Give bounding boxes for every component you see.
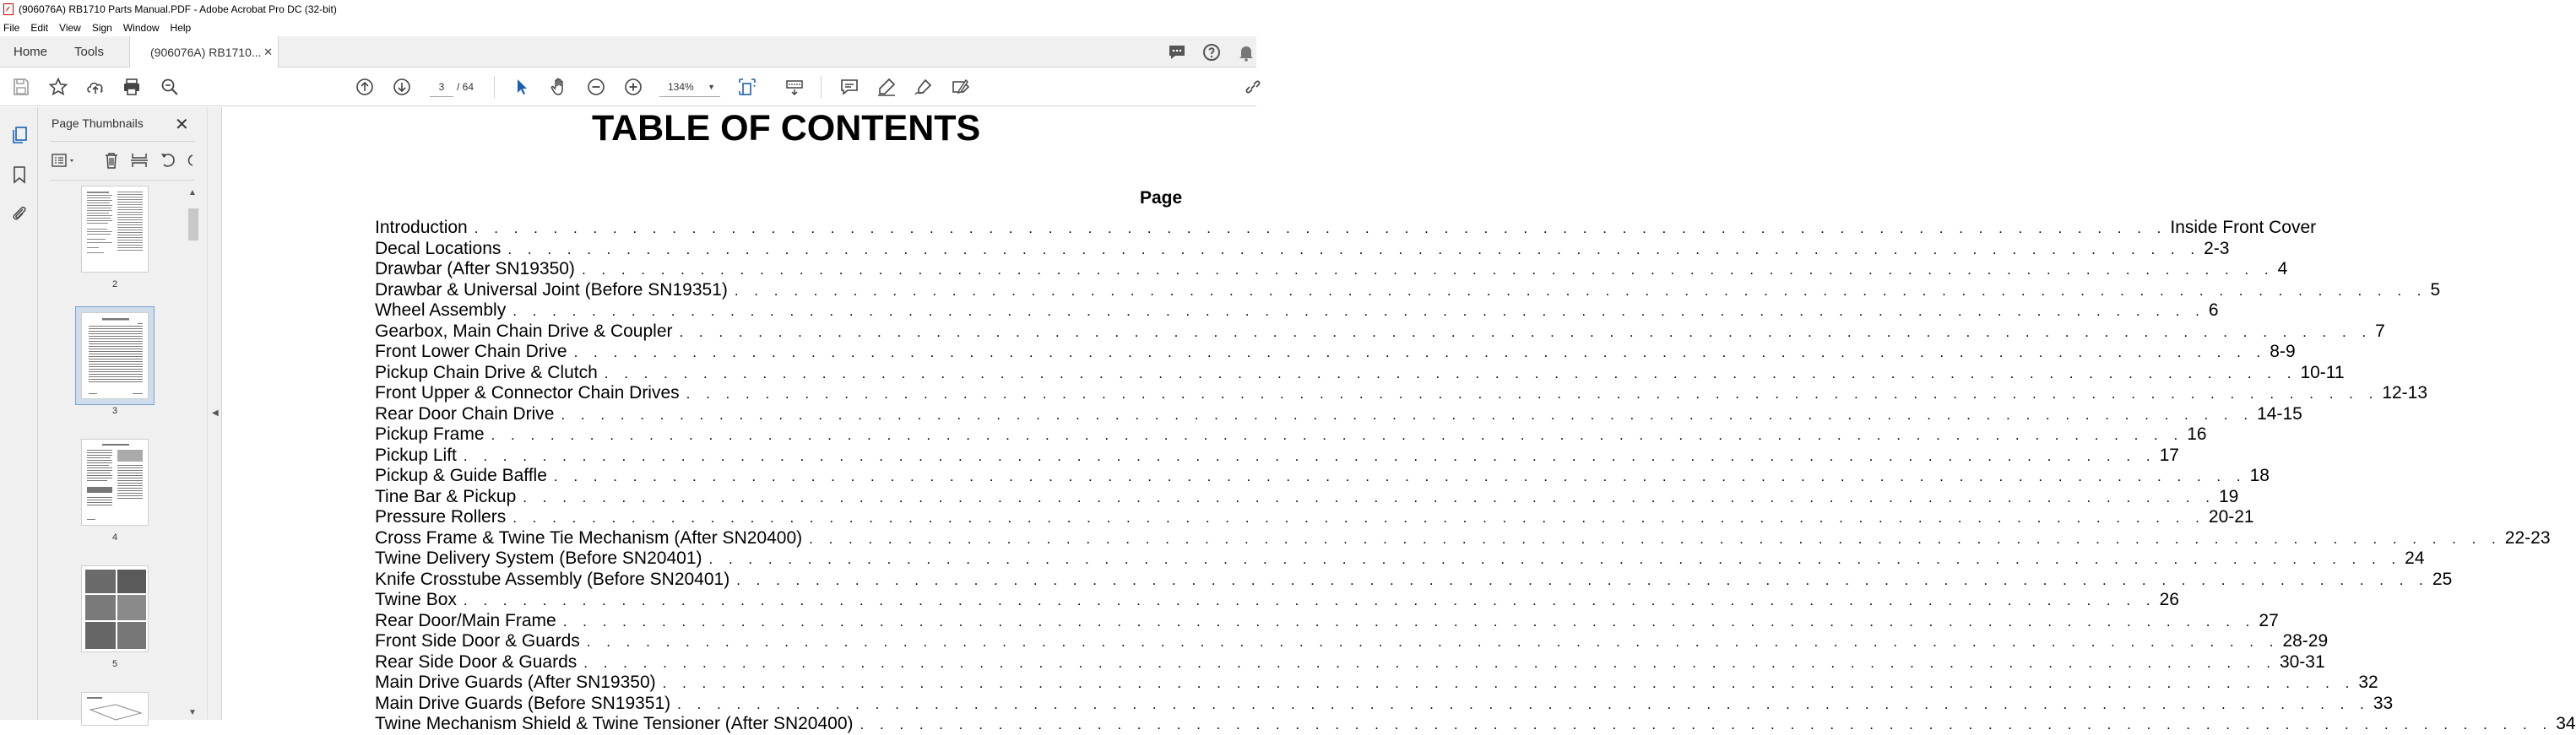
page-number-input[interactable]: 3 <box>430 77 453 97</box>
toc-entry[interactable] <box>375 714 2576 735</box>
toc-entry-title: Pickup Chain Drive & Clutch <box>375 362 598 382</box>
page-thumbnails-panel <box>38 107 207 720</box>
toolbar-divider <box>494 76 495 98</box>
menu-file[interactable]: File <box>3 21 20 34</box>
main-toolbar <box>0 68 1256 106</box>
toc-entry[interactable] <box>375 321 2385 343</box>
toc-entry-page: Inside Front Cover <box>2170 218 2317 237</box>
page-thumbnails-icon[interactable] <box>9 125 30 145</box>
toc-dot-leader <box>860 716 2553 733</box>
upload-cloud-icon[interactable] <box>85 77 106 97</box>
toc-entry-title: Front Lower Chain Drive <box>375 342 567 361</box>
toc-entry[interactable] <box>375 651 2325 673</box>
toc-entry-page: 27 <box>2259 610 2279 630</box>
toc-entry-title: Drawbar & Universal Joint (Before SN19351) <box>375 279 728 300</box>
page-thumbnail[interactable] <box>81 565 149 652</box>
tab-document[interactable] <box>129 36 279 68</box>
toc-dot-leader <box>507 241 2200 258</box>
toc-entry-page: 10-11 <box>2300 362 2345 382</box>
thumbnail-page-label: 4 <box>111 532 118 543</box>
edit-tag-icon[interactable] <box>951 77 971 97</box>
toc-dot-leader <box>563 613 2256 630</box>
toc-entry-title: Decal Locations <box>375 238 502 258</box>
panel-title: Page Thumbnails <box>52 116 144 130</box>
toc-dot-leader <box>574 344 2267 361</box>
fit-page-icon[interactable] <box>737 77 757 97</box>
toc-entry-title: Front Side Door & Guards <box>375 631 580 651</box>
menu-bar <box>0 19 1256 36</box>
page-thumbnail-selected[interactable] <box>81 312 149 399</box>
toc-entry[interactable] <box>375 403 2302 425</box>
toc-dot-leader <box>736 572 2429 589</box>
toc-entry-page: 33 <box>2373 693 2394 713</box>
thumbnail-page-label: 5 <box>111 659 118 669</box>
toc-entry-page: 4 <box>2277 259 2288 278</box>
toc-entry-title: Rear Door Chain Drive <box>375 403 555 424</box>
page-thumbnail[interactable] <box>81 186 149 273</box>
toc-entry-title: Rear Side Door & Guards <box>375 651 578 672</box>
toc-entry-page: 20-21 <box>2208 507 2254 527</box>
divider <box>50 180 195 181</box>
toc-dot-leader <box>561 407 2253 424</box>
zoom-level-select[interactable] <box>659 77 720 97</box>
toc-entry-title: Pickup Frame <box>375 424 485 444</box>
table-of-contents <box>375 218 2576 735</box>
toc-entry-title: Drawbar (After SN19350) <box>375 259 575 278</box>
toc-dot-leader <box>809 531 2502 548</box>
toc-entry[interactable] <box>375 527 2551 549</box>
toc-entry[interactable] <box>375 218 2317 239</box>
toc-dot-leader <box>523 489 2215 506</box>
toc-entry-page: 34 <box>2556 714 2576 733</box>
menu-edit[interactable]: Edit <box>30 21 49 34</box>
scrollbar-thumb[interactable] <box>188 208 198 240</box>
toc-dot-leader <box>583 655 2276 672</box>
toc-entry-title: Pressure Rollers <box>375 507 507 527</box>
notification-bell-icon[interactable] <box>1236 42 1256 62</box>
page-preview <box>82 693 149 727</box>
toc-entry[interactable] <box>375 342 2296 363</box>
toc-entry-page: 26 <box>2159 590 2179 609</box>
zoom-search-icon[interactable] <box>160 77 180 97</box>
toc-entry-title: Tine Bar & Pickup <box>375 486 517 506</box>
tab-bar <box>0 36 1256 68</box>
toc-entry-page: 6 <box>2208 300 2219 320</box>
toc-entry[interactable] <box>375 362 2345 384</box>
page-thumbnail[interactable] <box>81 439 149 526</box>
toc-entry[interactable] <box>375 590 2179 611</box>
toc-entry[interactable] <box>375 383 2428 404</box>
collapse-panel-icon[interactable]: ◀ <box>212 408 219 418</box>
extract-pages-icon[interactable] <box>130 151 149 170</box>
thumbnail-page-label: 2 <box>111 279 118 289</box>
toc-entry-title: Twine Delivery System (Before SN20401) <box>375 549 702 568</box>
toc-entry-page: 8-9 <box>2270 342 2296 361</box>
toc-dot-leader <box>475 220 2167 237</box>
title-bar <box>0 0 1256 19</box>
toc-dot-leader <box>587 634 2280 651</box>
toc-entry[interactable] <box>375 673 2378 694</box>
page-preview <box>82 186 149 273</box>
toc-dot-leader <box>735 283 2427 300</box>
chevron-down-icon: ▼ <box>708 83 715 91</box>
toc-entry-page: 22-23 <box>2504 527 2551 548</box>
toc-dot-leader <box>686 386 2379 403</box>
toc-entry-page: 19 <box>2218 486 2239 506</box>
toc-entry-page: 16 <box>2187 424 2207 444</box>
delete-pages-icon[interactable] <box>102 151 121 170</box>
thumbnail-page-label: 3 <box>111 406 118 416</box>
toc-dot-leader <box>464 592 2156 609</box>
help-icon[interactable] <box>1201 42 1222 62</box>
toc-dot-leader <box>663 675 2356 692</box>
header-right-icons <box>1167 42 1256 62</box>
toc-entry-title: Knife Crosstube Assembly (Before SN20401) <box>375 569 730 589</box>
toc-entry[interactable] <box>375 631 2329 652</box>
toc-entry-title: Rear Door/Main Frame <box>375 610 556 630</box>
toc-entry-title: Twine Mechanism Shield & Twine Tensioner (After SN20400) <box>375 714 854 733</box>
toc-entry-title: Pickup & Guide Baffle <box>375 466 547 485</box>
next-page-icon[interactable] <box>392 77 412 97</box>
toc-entry-title: Introduction <box>375 218 468 237</box>
menu-window[interactable]: Window <box>122 21 160 34</box>
toc-entry-title: Main Drive Guards (Before SN19351) <box>375 693 671 713</box>
toc-entry-page: 17 <box>2159 445 2179 465</box>
highlight-pen-icon[interactable] <box>876 77 897 97</box>
page-column-header: Page <box>1140 188 1183 208</box>
page-total: / 64 <box>457 81 475 93</box>
menu-view[interactable]: View <box>59 21 81 34</box>
toc-entry-page: 14-15 <box>2257 403 2302 424</box>
hand-tool-icon[interactable] <box>549 77 569 97</box>
toc-entry[interactable] <box>375 445 2179 467</box>
toc-dot-leader <box>680 324 2373 341</box>
toc-entry[interactable] <box>375 300 2219 322</box>
menu-help[interactable]: Help <box>170 21 192 34</box>
window-title: (906076A) RB1710 Parts Manual.PDF - Adobe Acrobat Pro DC (32-bit) <box>19 3 337 15</box>
toc-entry[interactable] <box>375 424 2207 446</box>
bookmarks-icon[interactable] <box>9 165 30 185</box>
page-preview <box>82 440 149 527</box>
toolbar-divider <box>821 76 822 98</box>
thumbnail-options-icon[interactable] <box>52 151 79 170</box>
toc-entry-page: 25 <box>2432 569 2453 589</box>
toc-entry-title: Pickup Lift <box>375 445 457 465</box>
toc-entry[interactable] <box>375 279 2441 301</box>
document-heading: TABLE OF CONTENTS <box>592 108 981 149</box>
document-view[interactable] <box>222 107 2576 733</box>
toc-entry-title: Twine Box <box>375 590 457 609</box>
zoom-level-value: 134% <box>668 81 694 93</box>
toc-entry-title: Wheel Assembly <box>375 300 507 320</box>
attachments-icon[interactable] <box>9 203 30 224</box>
toc-entry[interactable] <box>375 259 2288 280</box>
rotate-counterclockwise-icon[interactable] <box>159 151 177 170</box>
toc-entry[interactable] <box>375 569 2453 591</box>
bookmark-star-icon[interactable] <box>48 77 68 97</box>
toc-entry[interactable] <box>375 549 2425 570</box>
draw-sign-icon[interactable] <box>914 77 934 97</box>
toc-dot-leader <box>709 551 2402 568</box>
toc-entry[interactable] <box>375 486 2239 508</box>
thumbnail-scrollbar[interactable] <box>187 185 200 720</box>
toc-dot-leader <box>554 468 2247 485</box>
toc-dot-leader <box>582 262 2275 278</box>
toc-entry-title: Main Drive Guards (After SN19350) <box>375 673 656 692</box>
toc-entry[interactable] <box>375 693 2394 715</box>
toc-dot-leader <box>464 448 2156 465</box>
toc-entry-page: 2-3 <box>2204 238 2230 258</box>
previous-page-icon[interactable] <box>355 77 375 97</box>
toc-dot-leader <box>512 303 2205 320</box>
toc-entry-page: 24 <box>2405 549 2425 568</box>
tab-tools[interactable]: Tools <box>74 45 105 59</box>
toc-entry-title: Gearbox, Main Chain Drive & Coupler <box>375 321 673 341</box>
acrobat-pdf-icon <box>3 3 14 15</box>
panel-splitter[interactable] <box>207 107 222 720</box>
zoom-out-icon[interactable] <box>586 77 606 97</box>
comment-icon[interactable] <box>1167 42 1187 62</box>
toc-entry-page: 12-13 <box>2382 383 2428 403</box>
print-icon[interactable] <box>122 77 142 97</box>
toc-dot-leader <box>491 427 2184 444</box>
rotate-clockwise-icon[interactable] <box>184 151 194 170</box>
zoom-in-icon[interactable] <box>623 77 643 97</box>
toc-dot-leader <box>605 365 2297 382</box>
page-preview <box>82 566 149 653</box>
page-preview <box>82 313 149 400</box>
toc-entry-page: 30-31 <box>2279 651 2325 672</box>
toc-entry-page: 28-29 <box>2282 631 2329 651</box>
save-icon[interactable] <box>11 77 31 97</box>
tab-home[interactable]: Home <box>14 45 48 59</box>
toc-entry-title: Cross Frame & Twine Tie Mechanism (After SN20400) <box>375 527 803 548</box>
toc-entry-page: 5 <box>2430 279 2441 300</box>
close-icon[interactable]: ✕ <box>175 116 189 134</box>
page-thumbnail[interactable] <box>81 692 149 726</box>
scroll-mode-icon[interactable] <box>784 77 805 97</box>
link-icon[interactable] <box>1243 77 1263 97</box>
menu-sign[interactable]: Sign <box>91 21 112 34</box>
select-cursor-icon[interactable] <box>512 77 532 97</box>
toc-entry-page: 7 <box>2375 321 2385 341</box>
scroll-down-icon[interactable]: ▼ <box>188 708 197 717</box>
toc-entry-page: 32 <box>2358 673 2378 692</box>
add-comment-icon[interactable] <box>839 77 860 97</box>
toc-entry[interactable] <box>375 507 2254 528</box>
divider <box>50 141 195 142</box>
close-icon[interactable]: ✕ <box>263 46 273 58</box>
left-rail <box>0 107 38 720</box>
tab-document-label: (906076A) RB1710... <box>150 46 262 59</box>
toc-dot-leader <box>677 696 2370 713</box>
toc-entry[interactable] <box>375 466 2270 487</box>
toc-entry-title: Front Upper & Connector Chain Drives <box>375 383 680 403</box>
toc-dot-leader <box>512 510 2205 527</box>
toc-entry-page: 18 <box>2249 466 2270 485</box>
scroll-up-icon[interactable]: ▲ <box>188 188 197 197</box>
toc-entry[interactable] <box>375 610 2279 632</box>
toc-entry[interactable] <box>375 238 2230 260</box>
